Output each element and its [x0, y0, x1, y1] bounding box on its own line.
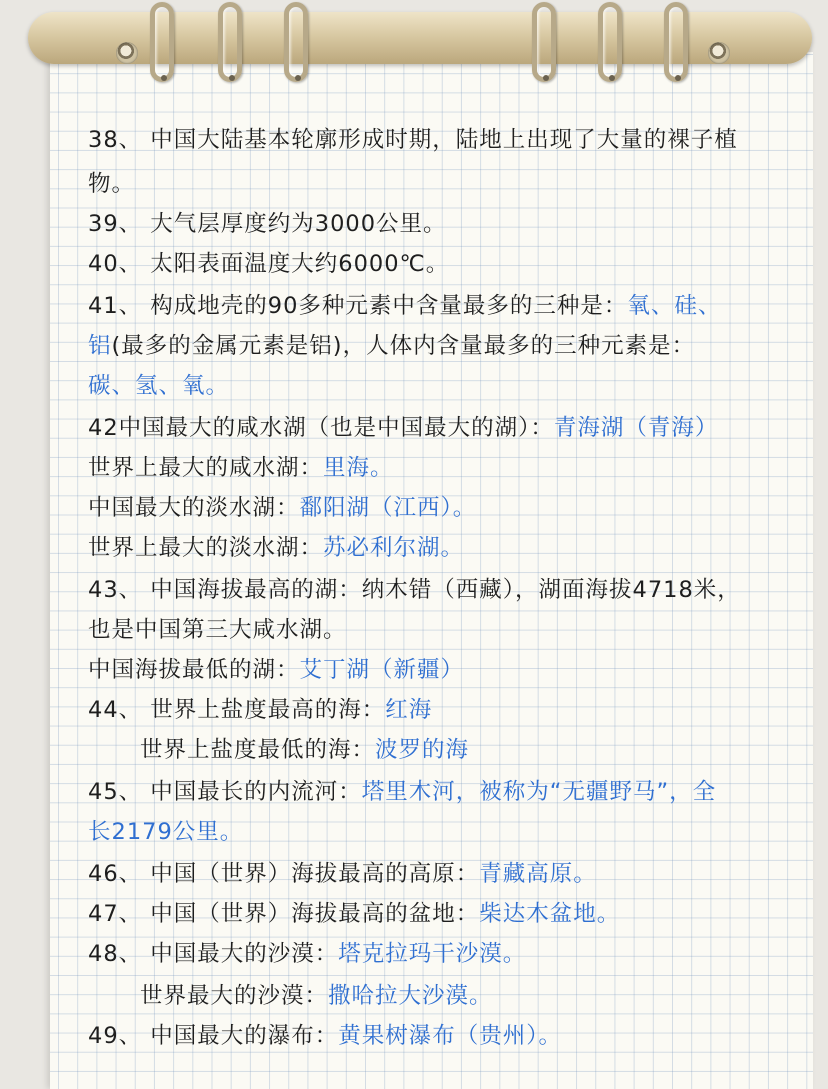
note-line — [88, 450, 394, 482]
note-answer: 柴达木盆地。 — [479, 901, 621, 927]
note-text: 40、 太阳表面温度大约6000℃。 — [88, 251, 450, 277]
note-answer: 塔克拉玛干沙漠。 — [338, 941, 527, 967]
note-line — [88, 328, 695, 360]
note-answer: 碳、氢、氧。 — [88, 373, 230, 399]
note-line — [88, 490, 476, 522]
note-text: 47、 中国（世界）海拔最高的盆地： — [88, 901, 480, 927]
note-answer: 艾丁湖（新疆） — [299, 657, 465, 683]
note-answer: 青海湖（青海） — [553, 415, 719, 441]
note-text: 物。 — [88, 171, 136, 197]
note-answer: 长2179公里。 — [88, 819, 244, 845]
note-text: 中国最大的淡水湖： — [88, 495, 300, 521]
note-line — [88, 1018, 562, 1050]
note-answer: 波罗的海 — [375, 737, 470, 763]
note-text: 世界上最大的咸水湖： — [88, 455, 324, 481]
note-text: 44、 世界上盐度最高的海： — [88, 697, 386, 723]
note-text: 41、 构成地壳的90多种元素中含量最多的三种是： — [88, 293, 628, 319]
note-line — [88, 246, 449, 278]
note-answer: 里海。 — [323, 455, 394, 481]
note-text: 38、 中国大陆基本轮廓形成时期，陆地上出现了大量的裸子植 — [88, 127, 738, 153]
note-line — [88, 166, 135, 198]
note-answer: 青藏高原。 — [479, 861, 597, 887]
note-answer: 塔里木河，被称为“无疆野马”，全 — [361, 779, 717, 805]
note-line — [88, 122, 738, 154]
note-line — [88, 896, 620, 928]
note-line — [88, 572, 741, 604]
note-text: 世界上最大的淡水湖： — [88, 535, 324, 561]
note-answer: 黄果树瀑布（贵州）。 — [338, 1023, 563, 1049]
note-text: 43、 中国海拔最高的湖：纳木错（西藏），湖面海拔4718米， — [88, 577, 741, 603]
note-answer: 苏必利尔湖。 — [323, 535, 465, 561]
note-text: 中国海拔最低的湖： — [88, 657, 300, 683]
note-line — [88, 774, 716, 806]
note-line — [88, 692, 432, 724]
note-line — [88, 288, 721, 320]
note-line — [88, 410, 718, 442]
note-text: 46、 中国（世界）海拔最高的高原： — [88, 861, 480, 887]
note-text: 世界上盐度最低的海： — [140, 737, 376, 763]
note-answer: 铝 — [88, 333, 112, 359]
note-text: (最多的金属元素是铝)，人体内含量最多的三种元素是： — [111, 333, 696, 359]
note-text: 45、 中国最长的内流河： — [88, 779, 362, 805]
note-answer: 鄱阳湖（江西）。 — [299, 495, 477, 521]
note-line — [88, 368, 229, 400]
note-text: 49、 中国最大的瀑布： — [88, 1023, 339, 1049]
note-answer: 红海 — [385, 697, 433, 723]
note-line — [88, 814, 243, 846]
note-line — [88, 936, 526, 968]
note-text: 48、 中国最大的沙漠： — [88, 941, 339, 967]
note-line — [88, 652, 464, 684]
note-line — [140, 732, 469, 764]
note-text: 39、 大气层厚度约为3000公里。 — [88, 211, 447, 237]
note-line — [88, 612, 347, 644]
note-text: 也是中国第三大咸水湖。 — [88, 617, 347, 643]
note-answer: 氧、硅、 — [627, 293, 722, 319]
note-line — [88, 856, 597, 888]
note-answer: 撒哈拉大沙漠。 — [328, 983, 493, 1009]
note-text: 世界最大的沙漠： — [140, 983, 329, 1009]
note-text: 42中国最大的咸水湖（也是中国最大的湖）： — [88, 415, 554, 441]
note-line — [140, 978, 493, 1010]
note-line — [88, 206, 447, 238]
note-line — [88, 530, 464, 562]
